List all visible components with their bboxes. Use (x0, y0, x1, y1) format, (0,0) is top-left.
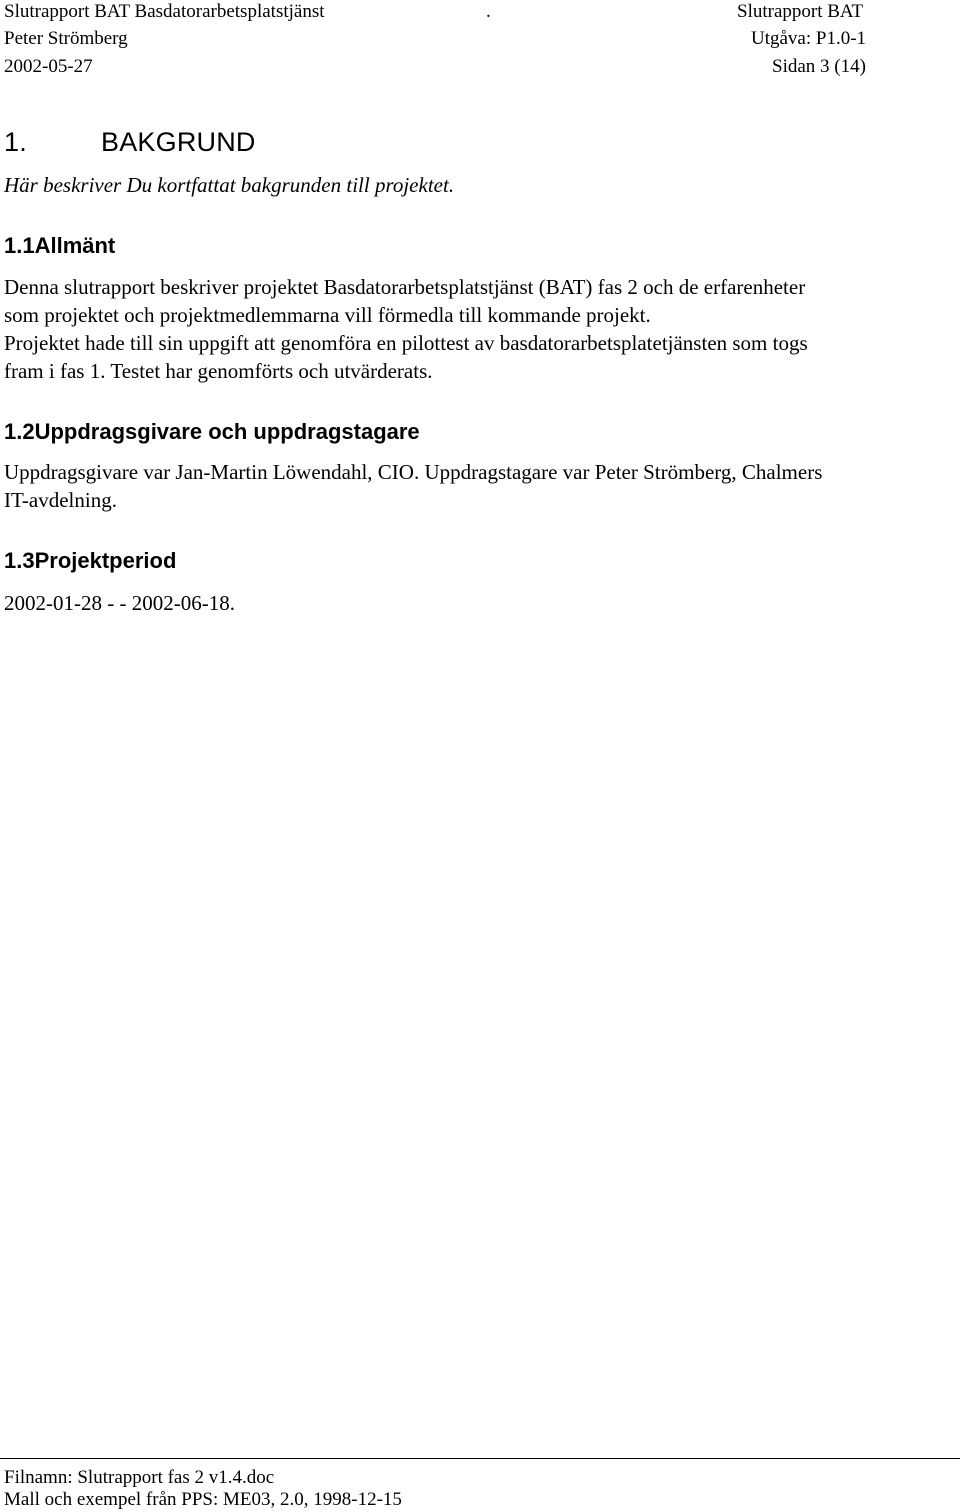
paragraph-line: Denna slutrapport beskriver projektet Basdatorarbetsplatstjänst (BAT) fas 2 och de erfarenheter (4, 275, 806, 299)
section-title: BAKGRUND (101, 127, 256, 157)
header-date: 2002-05-27 (4, 56, 93, 77)
paragraph-line: IT-avdelning. (4, 488, 117, 512)
subsection-heading-1-1: 1.1Allmänt (4, 233, 116, 258)
header-separator: . (486, 1, 491, 22)
paragraph-line: 2002-01-28 - - 2002-06-18. (4, 591, 235, 615)
subsection-heading-1-2: 1.2Uppdragsgivare och uppdragstagare (4, 419, 420, 444)
paragraph-line: Uppdragsgivare var Jan-Martin Löwendahl, CIO. Uppdragstagare var Peter Strömberg, Chalmers (4, 460, 823, 484)
footer-divider (0, 1458, 960, 1459)
paragraph-line: Projektet hade till sin uppgift att genomföra en pilottest av basdatorarbetsplatetjänsten som togs (4, 331, 808, 355)
section-intro: Här beskriver Du kortfattat bakgrunden till projektet. (4, 173, 455, 197)
paragraph-line: fram i fas 1. Testet har genomförts och utvärderats. (4, 359, 433, 383)
section-number: 1. (4, 127, 27, 157)
footer-filename: Filnamn: Slutrapport fas 2 v1.4.doc (4, 1467, 275, 1488)
header-doc-short: Slutrapport BAT (737, 1, 864, 22)
section-heading-1 (4, 127, 256, 158)
header-author: Peter Strömberg (4, 28, 128, 49)
paragraph-line: som projektet och projektmedlemmarna vill förmedla till kommande projekt. (4, 303, 651, 327)
subsection-heading-1-3: 1.3Projektperiod (4, 548, 177, 573)
footer-template: Mall och exempel från PPS: ME03, 2.0, 1998-12-15 (4, 1489, 402, 1510)
header-doc-title: Slutrapport BAT Basdatorarbetsplatstjänst (4, 1, 325, 22)
header-version: Utgåva: P1.0-1 (751, 28, 867, 49)
header-page-number: Sidan 3 (14) (772, 56, 866, 77)
